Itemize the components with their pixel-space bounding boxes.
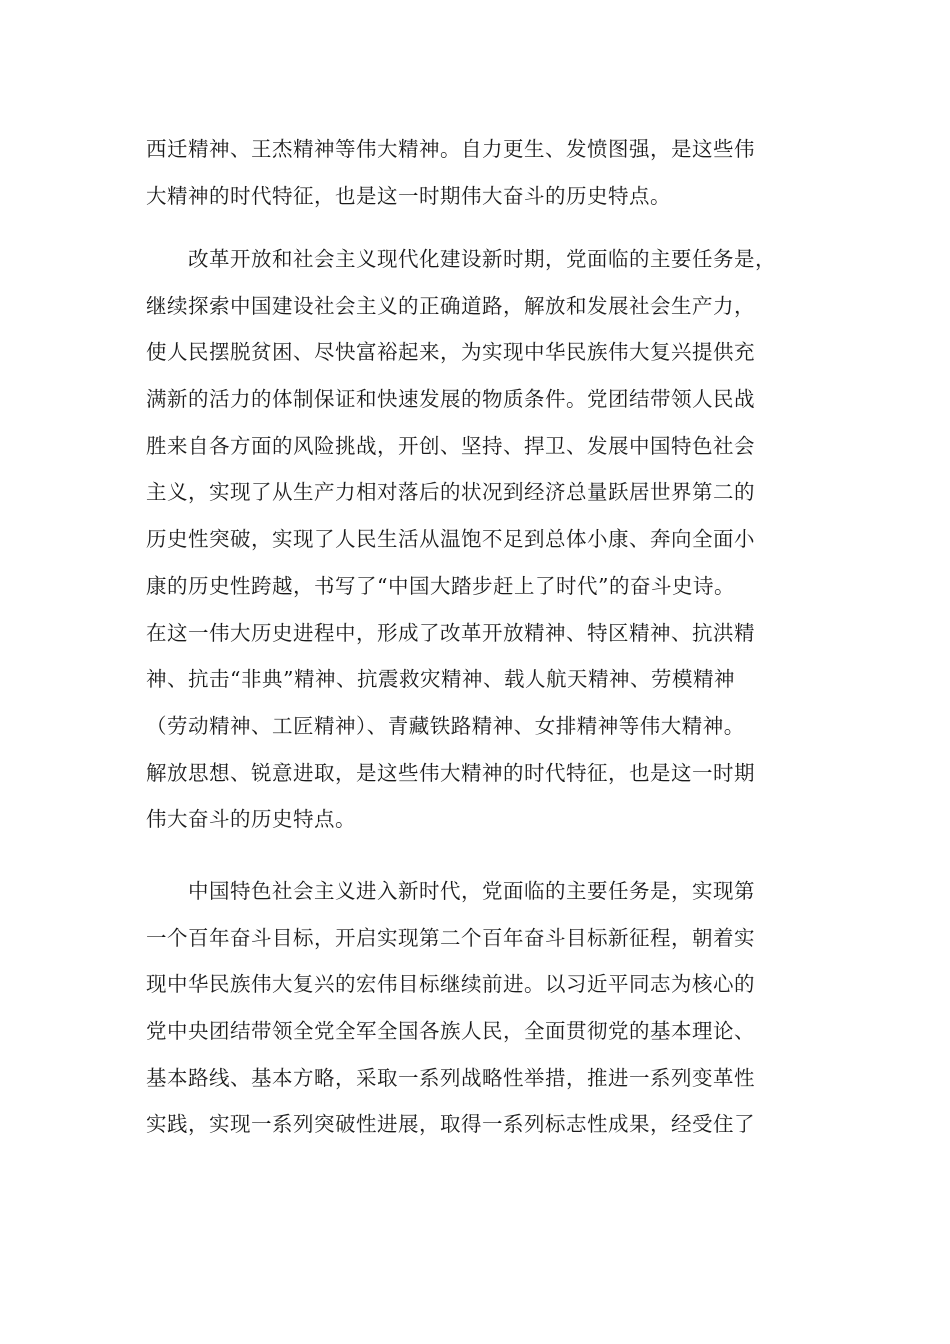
- text-line: 胜来自各方面的风险挑战，开创、坚持、捍卫、发展中国特色社会: [146, 433, 755, 458]
- text-line: 满新的活力的体制保证和快速发展的物质条件。党团结带领人民战: [146, 387, 755, 412]
- text-line: 解放思想、锐意进取，是这些伟大精神的时代特征，也是这一时期: [146, 760, 755, 785]
- text-line: （劳动精神、工匠精神）、青藏铁路精神、女排精神等伟大精神。: [146, 713, 745, 738]
- text-line: 主义，实现了从生产力相对落后的状况到经济总量跃居世界第二的: [146, 480, 755, 505]
- text-line: 基本路线、基本方略，采取一系列战略性举措，推进一系列变革性: [146, 1065, 755, 1090]
- text-line: 大精神的时代特征，也是这一时期伟大奋斗的历史特点。: [146, 183, 671, 208]
- text-line: 康的历史性跨越，书写了“中国大踏步赶上了时代”的奋斗史诗。: [146, 573, 735, 598]
- text-line: 在这一伟大历史进程中，形成了改革开放精神、特区精神、抗洪精: [146, 620, 755, 645]
- text-line: 历史性突破，实现了人民生活从温饱不足到总体小康、奔向全面小: [146, 527, 755, 552]
- paragraph-new-era: [146, 868, 806, 1148]
- text-line: 中国特色社会主义进入新时代，党面临的主要任务是，实现第: [188, 879, 755, 903]
- text-line: 一个百年奋斗目标，开启实现第二个百年奋斗目标新征程，朝着实: [146, 925, 755, 950]
- paragraph-reform-era: [146, 236, 806, 843]
- paragraph-continuation: [146, 126, 806, 219]
- text-line: 党中央团结带领全党全军全国各族人民，全面贯彻党的基本理论、: [146, 1019, 755, 1044]
- text-line: 继续探索中国建设社会主义的正确道路，解放和发展社会生产力，: [146, 293, 755, 318]
- text-line: 实践，实现一系列突破性进展，取得一系列标志性成果，经受住了: [146, 1112, 755, 1137]
- text-line: 改革开放和社会主义现代化建设新时期，党面临的主要任务是，: [188, 247, 776, 271]
- text-line: 使人民摆脱贫困、尽快富裕起来，为实现中华民族伟大复兴提供充: [146, 340, 755, 365]
- text-line: 现中华民族伟大复兴的宏伟目标继续前进。以习近平同志为核心的: [146, 972, 755, 997]
- text-line: 神、抗击“非典”精神、抗震救灾精神、载人航天精神、劳模精神: [146, 667, 735, 692]
- text-line: 伟大奋斗的历史特点。: [146, 807, 356, 832]
- text-line: 西迁精神、王杰精神等伟大精神。自力更生、发愤图强，是这些伟: [146, 137, 755, 161]
